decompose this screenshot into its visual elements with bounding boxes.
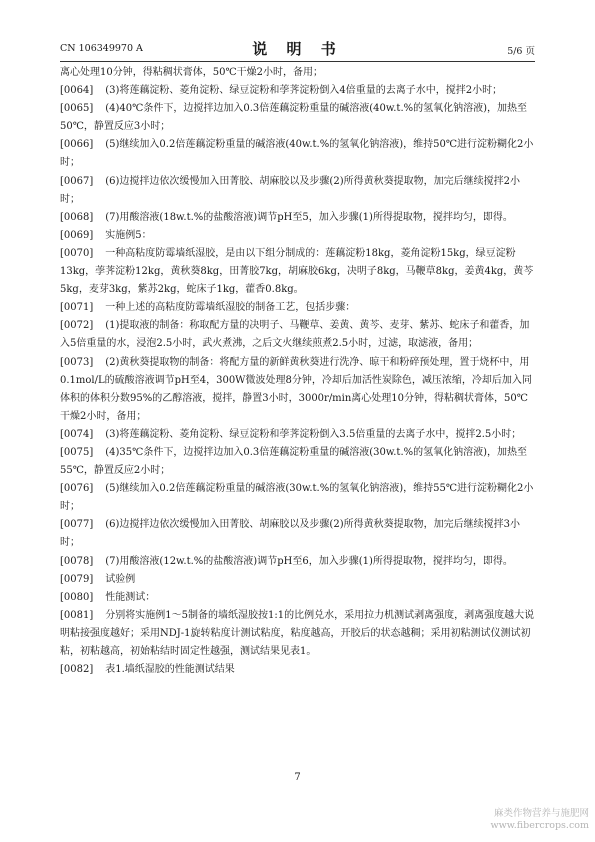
paragraph-0076: [60, 480, 537, 516]
paragraph-number: [0081]: [60, 609, 94, 621]
paragraph-number: [0071]: [60, 302, 94, 314]
header-divider: [60, 61, 535, 62]
paragraph-0073: [60, 354, 537, 426]
watermark-site-name: 麻类作物营养与施肥网: [493, 808, 589, 819]
paragraph-0082: [60, 661, 537, 679]
paragraph-0068: [60, 209, 537, 227]
paragraph-number: [0072]: [60, 320, 94, 332]
patent-number: CN 106349970 A: [60, 43, 143, 54]
paragraph-text: 一种高粘度防霉墙纸湿胶，是由以下组分制成的：莲藕淀粉18kg，菱角淀粉15kg，绿豆淀粉13kg，荸荠淀粉12kg，黄秋葵8kg，田菁胶7kg，胡麻胶6kg，决明子8kg，马鞭草8kg，姜黄4kg，黄芩5kg，麦芽3kg，紫苏2kg，蛇床子1kg，藿香0.8kg。: [60, 247, 534, 296]
paragraph-text: (2)黄秋葵提取物的制备：将配方量的新鲜黄秋葵进行洗净、晾干和粉碎预处理，置于烧杯中，用0.1mol/L的硫酸溶液调节pH至4，300W微波处理8分钟，冷却后加活性炭除色，减压浓缩，冷却后加入同体积的体积分数95%的乙醇溶液，搅拌，静置3小时，3000r/min离心处理10分钟，得粘稠状膏体，50℃干燥2小时，备用；: [60, 356, 532, 422]
paragraph-text: (6)边搅拌边依次缓慢加入田菁胶、胡麻胶以及步骤(2)所得黄秋葵提取物，加完后继续搅拌2小时；: [60, 175, 520, 205]
document-type-title: 说 明 书: [252, 40, 343, 58]
paragraph-text: 实施例5：: [105, 229, 152, 241]
watermark: [491, 808, 589, 832]
paragraph-0064: [60, 82, 537, 100]
paragraph-number: [0078]: [60, 555, 94, 567]
paragraph-text: (4)35℃条件下，边搅拌边加入0.3倍莲藕淀粉重量的碱溶液(30w.t.%的氢氧化钠溶液)，加热至55℃，静置反应2小时；: [60, 446, 528, 477]
paragraph-text: 表1.墙纸湿胶的性能测试结果: [105, 664, 235, 676]
paragraph-number: [0077]: [60, 519, 94, 531]
paragraph-0075: [60, 444, 537, 480]
document-body: [60, 64, 537, 679]
paragraph-text: (1)提取液的制备：称取配方量的决明子、马鞭草、姜黄、黄芩、麦芽、紫苏、蛇床子和藿香，加入5倍重量的水，浸泡2.5小时，武火煮沸，之后文火继续煎煮2.5小时，过滤，取滤液，备用；: [60, 320, 530, 350]
paragraph-0069: [60, 227, 537, 245]
paragraph-0079: [60, 571, 537, 589]
paragraph-number: [0066]: [60, 139, 94, 151]
paragraph-text: 离心处理10分钟，得粘稠状膏体，50℃干燥2小时，备用；: [60, 67, 323, 78]
paragraph-text: (7)用酸溶液(12w.t.%的盐酸溶液)调节pH至6，加入步骤(1)所得提取物，搅拌均匀，即得。: [105, 555, 513, 567]
paragraph-text: (7)用酸溶液(18w.t.%的盐酸溶液)调节pH至5，加入步骤(1)所得提取物，搅拌均匀，即得。: [105, 211, 513, 223]
paragraph-number: [0079]: [60, 573, 94, 585]
paragraph-text: 一种上述的高粘度防霉墙纸湿胶的制备工艺，包括步骤：: [105, 302, 356, 314]
watermark-url: www.fibercrops.com: [490, 820, 589, 831]
paragraph-number: [0067]: [60, 175, 94, 187]
paragraph-text: (5)继续加入0.2倍莲藕淀粉重量的碱溶液(30w.t.%的氢氧化钠溶液)，维持55℃进行淀粉糊化2小时；: [60, 483, 534, 513]
paragraph-text: 试验例: [105, 573, 136, 585]
paragraph-text: (3)将莲藕淀粉、菱角淀粉、绿豆淀粉和荸荠淀粉倒入4倍重量的去离子水中，搅拌2小时；: [105, 85, 503, 97]
paragraph-number: [0082]: [60, 664, 94, 676]
paragraph-0065: [60, 100, 537, 136]
paragraph-continued: [60, 64, 537, 82]
paragraph-number: [0074]: [60, 428, 94, 440]
paragraph-text: (4)40℃条件下，边搅拌边加入0.3倍莲藕淀粉重量的碱溶液(40w.t.%的氢氧化钠溶液)，加热至50℃，静置反应3小时；: [60, 103, 528, 133]
paragraph-0074: [60, 426, 537, 444]
paragraph-number: [0080]: [60, 591, 94, 603]
paragraph-text: (3)将莲藕淀粉、菱角淀粉、绿豆淀粉和荸荠淀粉倒入3.5倍重量的去离子水中，搅拌2.5小时；: [105, 428, 522, 440]
page-number: 7: [294, 772, 301, 783]
paragraph-0080: [60, 589, 537, 607]
paragraph-number: [0064]: [60, 85, 94, 97]
paragraph-number: [0075]: [60, 446, 94, 458]
paragraph-text: 性能测试：: [105, 591, 156, 603]
paragraph-number: [0070]: [60, 247, 94, 259]
paragraph-text: 分别将实施例1～5制备的墙纸湿胶按1:1的比例兑水，采用拉力机测试剥离强度，剥离强度越大说明粘接强度越好；采用NDJ-1旋转粘度计测试粘度，粘度越高，开胶后的状态越稠；采用初粘测试仪测试初粘，初粘越高，初始粘结时固定性越强，测试结果见表1。: [60, 609, 535, 657]
page-of-total: 5/6 页: [507, 46, 535, 57]
paragraph-text: (5)继续加入0.2倍莲藕淀粉重量的碱溶液(40w.t.%的氢氧化钠溶液)，维持50℃进行淀粉糊化2小时；: [60, 139, 534, 169]
paragraph-0070: [60, 245, 537, 299]
paragraph-number: [0068]: [60, 211, 94, 223]
paragraph-0077: [60, 516, 537, 552]
page-header: [60, 38, 535, 58]
paragraph-text: (6)边搅拌边依次缓慢加入田菁胶、胡麻胶以及步骤(2)所得黄秋葵提取物，加完后继续搅拌3小时；: [60, 519, 520, 549]
paragraph-0071: [60, 299, 537, 317]
paragraph-0066: [60, 136, 537, 172]
paragraph-number: [0069]: [60, 229, 94, 241]
paragraph-0067: [60, 173, 537, 209]
paragraph-number: [0065]: [60, 103, 94, 115]
paragraph-0081: [60, 607, 537, 661]
paragraph-0072: [60, 317, 537, 353]
paragraph-0078: [60, 553, 537, 571]
paragraph-number: [0076]: [60, 483, 94, 495]
paragraph-number: [0073]: [60, 356, 94, 368]
